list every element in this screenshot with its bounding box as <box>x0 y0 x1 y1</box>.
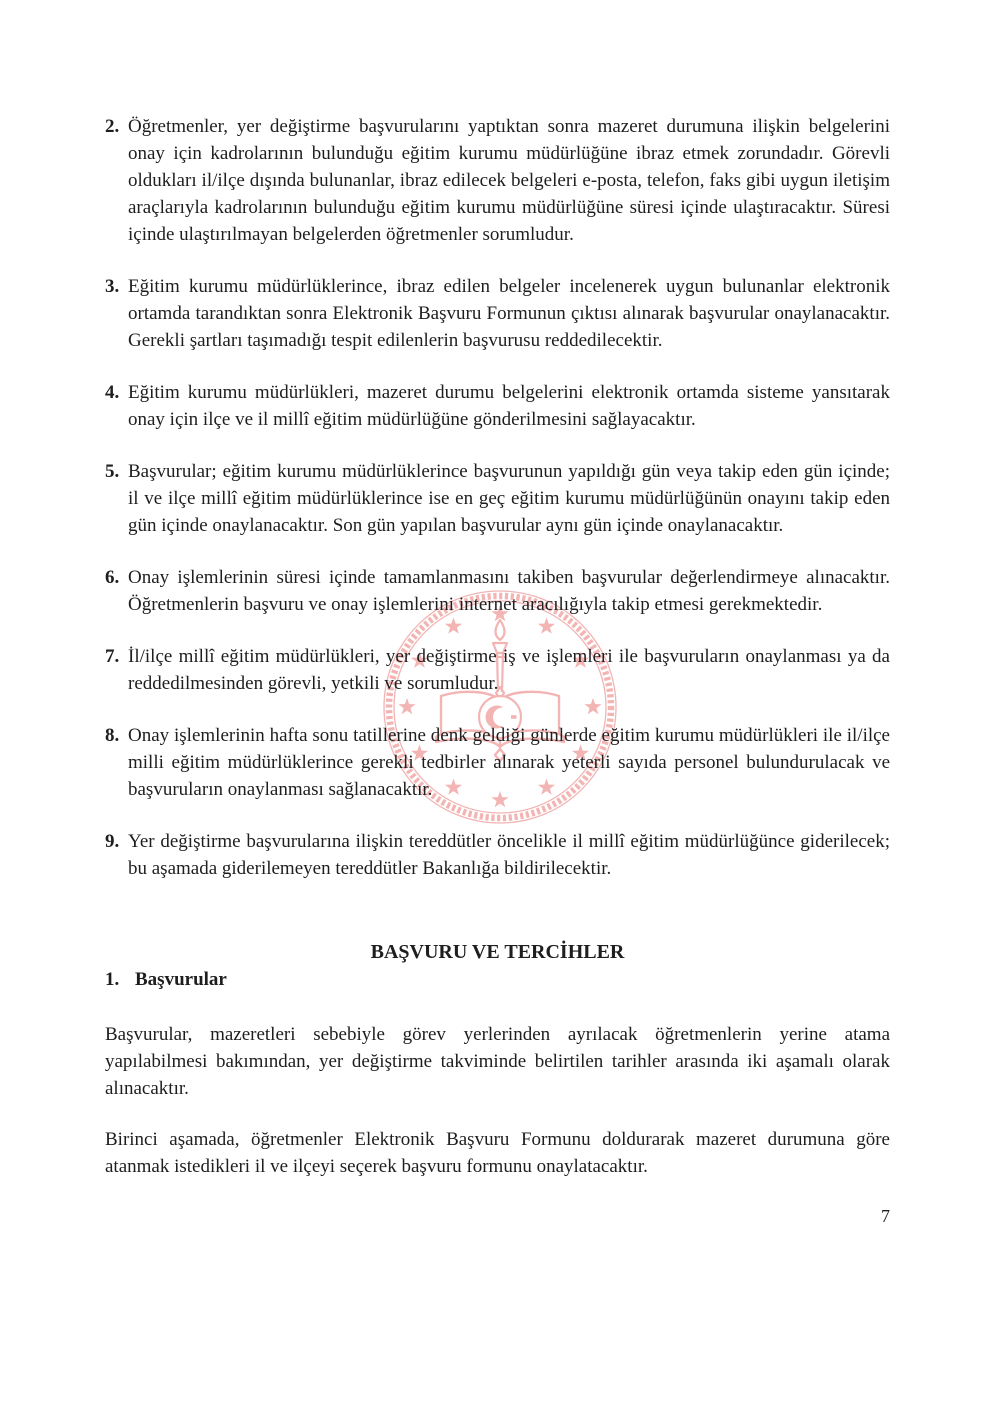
list-item-text: Eğitim kurumu müdürlüklerince, ibraz edilen belgeler incelenerek uygun bulunanlar elektronik ortamda tarandıktan sonra Elektronik Başvuru Formunun çıktısı alınarak başvurular onaylanacaktır. Gerekli şartları taşımadığı tespit edilenlerin başvurusu reddedilecektir. <box>128 276 890 351</box>
list-item <box>105 379 890 433</box>
list-item-text: Başvurular; eğitim kurumu müdürlüklerince başvurunun yapıldığı gün veya takip eden gün içinde; il ve ilçe millî eğitim müdürlüklerince ise en geç eğitim kurumu müdürlüğünün onayını takip eden gün içinde onaylanacaktır. Son gün yapılan başvurular aynı gün içinde onaylanacaktır. <box>128 461 890 536</box>
list-item <box>105 643 890 697</box>
subsection-label: Başvurular <box>135 969 227 990</box>
list-item-number: 5. <box>105 461 120 482</box>
list-item-number: 7. <box>105 646 120 667</box>
page-number: 7 <box>881 1206 890 1226</box>
list-item <box>105 273 890 354</box>
list-item-text: Eğitim kurumu müdürlükleri, mazeret durumu belgelerini elektronik ortamda sisteme yansıtarak onay için ilçe ve il millî eğitim müdürlüğüne gönderilmesini sağlayacaktır. <box>128 382 890 430</box>
list-item-text: İl/ilçe millî eğitim müdürlükleri, yer değiştirme iş ve işlemleri ile başvuruların onaylanması ya da reddedilmesinden görevli, yetkili ve sorumludur. <box>128 646 890 694</box>
list-item <box>105 458 890 539</box>
list-item-text: Onay işlemlerinin hafta sonu tatillerine denk geldiği günlerde eğitim kurumu müdürlükleri ile il/ilçe milli eğitim müdürlüklerince gerekli tedbirler alınarak yeterli sayıda personel bulundurulacak ve başvuruların onaylanması sağlanacaktır. <box>128 725 890 800</box>
list-item <box>105 722 890 803</box>
list-item-number: 4. <box>105 382 120 403</box>
list-item <box>105 828 890 882</box>
list-item-number: 9. <box>105 831 120 852</box>
list-item-number: 6. <box>105 567 120 588</box>
body-paragraph: Birinci aşamada, öğretmenler Elektronik Başvuru Formunu doldurarak mazeret durumuna göre atanmak istedikleri il ve ilçeyi seçerek başvuru formunu onaylatacaktır. <box>105 1129 890 1177</box>
list-item-text: Öğretmenler, yer değiştirme başvurularını yaptıktan sonra mazeret durumuna ilişkin belgelerini onay için kadrolarının bulunduğu eğitim kurumu müdürlüğüne ibraz etmek zorundadır. Görevli oldukları il/ilçe dışında bulunanlar, ibraz edilecek belgeleri e-posta, telefon, faks gibi uygun iletişim araçlarıyla kadrolarının bulunduğu eğitim kurumu müdürlüğüne süresi içinde ulaştıracaktır. Süresi içinde ulaştırılmayan belgelerden öğretmenler sorumludur. <box>128 116 890 245</box>
list-item-text: Yer değiştirme başvurularına ilişkin tereddütler öncelikle il millî eğitim müdürlüğünce giderilecek; bu aşamada giderilemeyen tereddütler Bakanlığa bildirilecektir. <box>128 831 890 879</box>
list-item-text: Onay işlemlerinin süresi içinde tamamlanmasını takiben başvurular değerlendirmeye alınacaktır. Öğretmenlerin başvuru ve onay işlemlerini internet aracılığıyla takip etmesi gerekmektedir. <box>128 567 890 615</box>
list-item <box>105 564 890 618</box>
subsection-number: 1. <box>105 969 120 990</box>
list-item-number: 3. <box>105 276 120 297</box>
list-item-number: 2. <box>105 116 120 137</box>
section-heading: BAŞVURU VE TERCİHLER <box>370 941 625 963</box>
list-item-number: 8. <box>105 725 120 746</box>
list-item <box>105 113 890 248</box>
body-paragraph: Başvurular, mazeretleri sebebiyle görev yerlerinden ayrılacak öğretmenlerin yerine atama yapılabilmesi bakımından, yer değiştirme takviminde belirtilen tarihler arasında iki aşamalı olarak alınacaktır. <box>105 1024 890 1099</box>
subsection-heading <box>105 966 890 993</box>
